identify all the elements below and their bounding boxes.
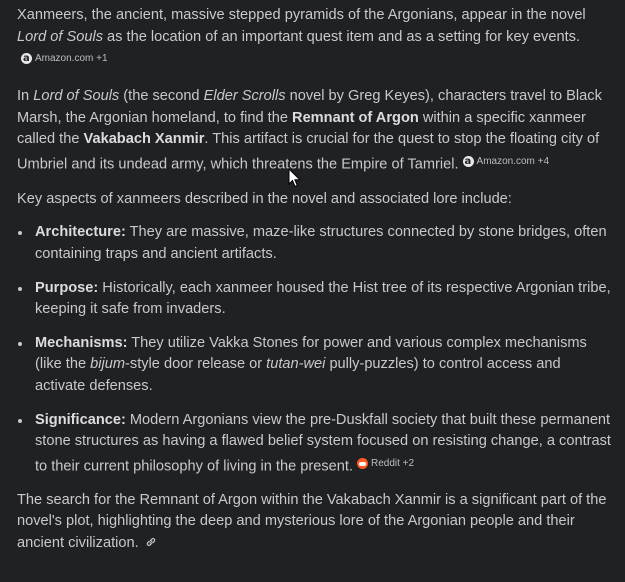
summary-text: The search for the Remnant of Argon within the Vakabach Xanmir is a significant part of the novel's plot, highlighting the deep and mysterious lore of the Argonian people and their ancient civilization. bbox=[17, 491, 607, 551]
bullet-text: Modern Argonians view the pre-Duskfall society that built these permanent stone structures as having a flawed belief system focused on resisting change, a contrast to their current philosophy of living in the present. bbox=[35, 411, 611, 474]
bullet-label: Architecture: bbox=[35, 224, 126, 241]
amazon-icon bbox=[463, 156, 474, 167]
vakabach-xanmir: Vakabach Xanmir bbox=[83, 131, 205, 148]
bullet-text: Historically, each xanmeer housed the Hist tree of its respective Argonian tribe, keeping it safe from invaders. bbox=[35, 279, 611, 318]
paragraph-intro bbox=[17, 5, 612, 73]
bullet-label: Significance: bbox=[35, 411, 126, 428]
plot-text-e: . This artifact is crucial for the quest to stop the floating city of Umbriel and its undead army, which threatens the Empire of Tamriel. bbox=[17, 131, 600, 173]
citation-reddit[interactable] bbox=[357, 453, 414, 475]
citation-label: Amazon.com +1 bbox=[35, 53, 108, 65]
bullet-label: Purpose: bbox=[35, 279, 99, 296]
citation-amazon-2[interactable] bbox=[463, 151, 550, 173]
link-icon[interactable] bbox=[145, 534, 157, 556]
novel-title: Lord of Souls bbox=[17, 28, 103, 45]
remnant-of-argon: Remnant of Argon bbox=[292, 109, 419, 126]
bullet-text: pully-puzzles) to control access and activate defenses. bbox=[35, 356, 561, 394]
list-item bbox=[17, 410, 612, 478]
series-title: Elder Scrolls bbox=[203, 88, 286, 105]
citation-label: Amazon.com +4 bbox=[476, 155, 550, 167]
plot-text-b: (the second bbox=[119, 88, 204, 105]
plot-text-d: within a specific xanmeer called the bbox=[17, 109, 586, 148]
list-item bbox=[17, 222, 612, 265]
paragraph-plot bbox=[17, 86, 612, 176]
aspects-list bbox=[17, 222, 612, 477]
tutan-wei-term: tutan-wei bbox=[266, 356, 326, 373]
paragraph-key-aspects: Key aspects of xanmeers described in the novel and associated lore include: bbox=[17, 190, 512, 207]
novel-title: Lord of Souls bbox=[33, 88, 120, 105]
bullet-text: They are massive, maze-like structures connected by stone bridges, often containing traps and ancient artifacts. bbox=[35, 224, 607, 262]
ai-overview-content bbox=[17, 5, 612, 555]
intro-text-a: Xanmeers, the ancient, massive stepped pyramids of the Argonians, appear in the novel bbox=[17, 7, 586, 23]
citation-label: Reddit +2 bbox=[371, 457, 415, 469]
plot-text-c: novel by Greg Keyes), characters travel to Black Marsh, the Argonian homeland, to find the bbox=[17, 88, 602, 126]
intro-text-b: as the location of an important quest item and as a setting for key events. bbox=[103, 28, 580, 45]
reddit-icon bbox=[357, 458, 368, 469]
list-item bbox=[17, 333, 612, 398]
plot-text-a: In bbox=[17, 88, 34, 105]
bullet-label: Mechanisms: bbox=[35, 334, 128, 351]
bullet-text: -style door release or bbox=[125, 356, 267, 373]
amazon-icon bbox=[21, 53, 32, 64]
bullet-text: They utilize Vakka Stones for power and various complex mechanisms (like the bbox=[35, 334, 587, 373]
bijum-term: bijum bbox=[90, 356, 126, 373]
citation-amazon-1[interactable] bbox=[21, 48, 108, 70]
list-item bbox=[17, 278, 612, 321]
paragraph-summary bbox=[17, 490, 612, 556]
mouse-pointer-icon bbox=[288, 168, 302, 188]
